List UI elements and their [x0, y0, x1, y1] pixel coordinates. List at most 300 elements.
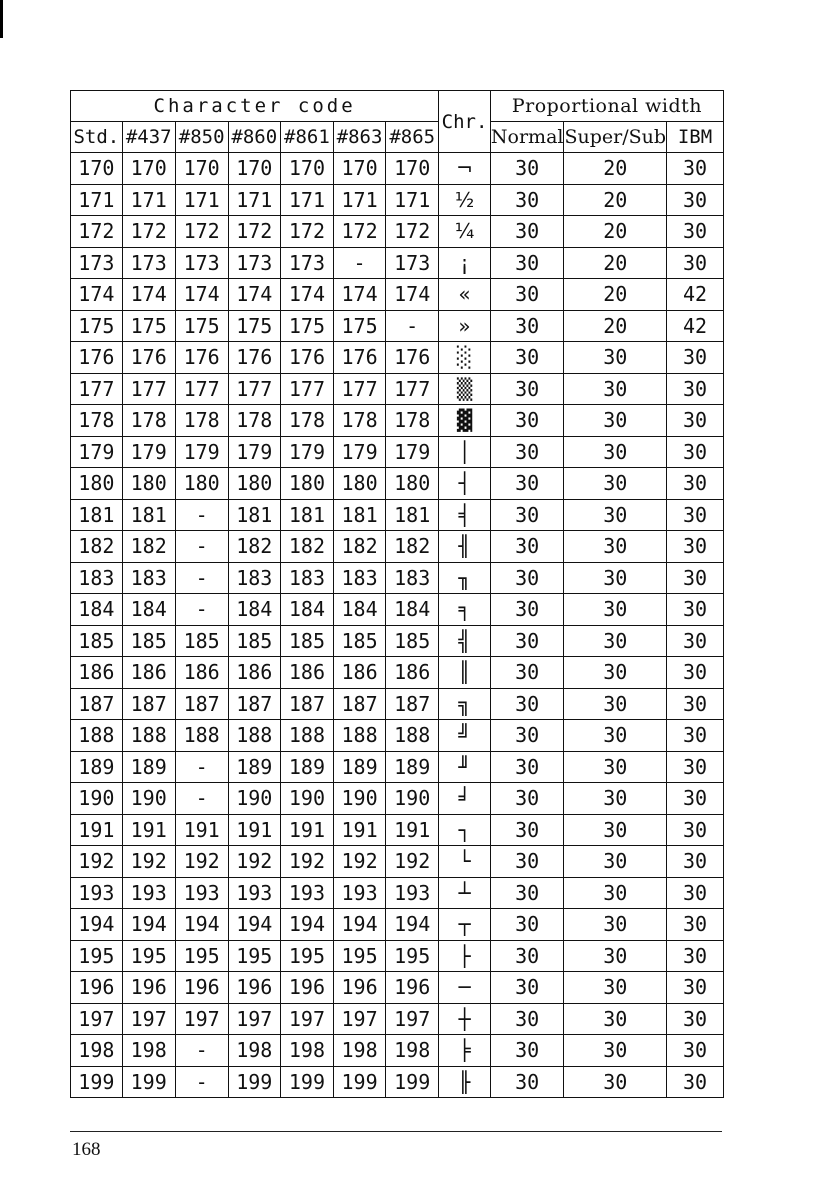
code-cell-865: 173: [386, 247, 439, 279]
super-sub-width-cell: 30: [564, 594, 667, 626]
ibm-width-cell: 30: [667, 436, 724, 468]
code-cell-std: 195: [71, 940, 123, 972]
ibm-width-cell: 30: [667, 814, 724, 846]
character-code-table: [70, 90, 724, 1098]
page-edge-mark: [0, 0, 3, 38]
code-cell-861: 190: [280, 783, 333, 815]
super-sub-width-cell: 30: [564, 468, 667, 500]
table-row: [71, 625, 724, 657]
code-cell-860: 184: [228, 594, 280, 626]
code-cell-437: 195: [122, 940, 175, 972]
code-cell-861: 179: [280, 436, 333, 468]
super-sub-width-cell: 30: [564, 909, 667, 941]
table-row: [71, 184, 724, 216]
normal-width-cell: 30: [490, 310, 564, 342]
code-cell-437: 190: [122, 783, 175, 815]
character-glyph: ╗: [439, 688, 491, 720]
super-sub-width-cell: 30: [564, 499, 667, 531]
code-cell-437: 182: [122, 531, 175, 563]
code-cell-850: -: [175, 783, 228, 815]
column-header-861: #861: [280, 122, 333, 153]
normal-width-cell: 30: [490, 468, 564, 500]
code-cell-std: 196: [71, 972, 123, 1004]
character-glyph: ▓: [439, 405, 491, 437]
character-glyph: ╡: [439, 499, 491, 531]
code-cell-863: 199: [333, 1066, 385, 1098]
super-sub-width-cell: 30: [564, 1003, 667, 1035]
code-cell-861: 198: [280, 1035, 333, 1067]
code-cell-850: 186: [175, 657, 228, 689]
code-cell-860: 178: [228, 405, 280, 437]
code-cell-860: 182: [228, 531, 280, 563]
code-cell-850: 177: [175, 373, 228, 405]
code-cell-865: 185: [386, 625, 439, 657]
code-cell-std: 187: [71, 688, 123, 720]
column-header-865: #865: [386, 122, 439, 153]
code-cell-850: 173: [175, 247, 228, 279]
code-cell-861: 182: [280, 531, 333, 563]
column-header-std: Std.: [71, 122, 123, 153]
code-cell-863: 192: [333, 846, 385, 878]
code-cell-863: 190: [333, 783, 385, 815]
ibm-width-cell: 30: [667, 877, 724, 909]
code-cell-861: 171: [280, 184, 333, 216]
code-cell-std: 181: [71, 499, 123, 531]
code-cell-863: 197: [333, 1003, 385, 1035]
table-row: [71, 468, 724, 500]
code-cell-861: 180: [280, 468, 333, 500]
column-header-ibm: IBM: [667, 122, 724, 153]
column-header-850: #850: [175, 122, 228, 153]
ibm-width-cell: 30: [667, 783, 724, 815]
code-cell-437: 184: [122, 594, 175, 626]
ibm-width-cell: 30: [667, 594, 724, 626]
table-row: [71, 814, 724, 846]
page-number: 168: [72, 1139, 101, 1160]
code-cell-437: 192: [122, 846, 175, 878]
code-cell-865: 189: [386, 751, 439, 783]
code-cell-437: 183: [122, 562, 175, 594]
character-glyph: ╞: [439, 1035, 491, 1067]
column-header-normal: Normal: [490, 122, 564, 153]
table-body: [71, 153, 724, 1098]
code-cell-850: 197: [175, 1003, 228, 1035]
table-row: [71, 499, 724, 531]
super-sub-width-cell: 30: [564, 436, 667, 468]
code-cell-std: 193: [71, 877, 123, 909]
code-cell-865: 192: [386, 846, 439, 878]
code-cell-std: 183: [71, 562, 123, 594]
character-glyph: ║: [439, 657, 491, 689]
ibm-width-cell: 42: [667, 279, 724, 311]
code-cell-861: 191: [280, 814, 333, 846]
code-cell-850: 179: [175, 436, 228, 468]
normal-width-cell: 30: [490, 531, 564, 563]
code-cell-437: 171: [122, 184, 175, 216]
character-glyph: ┤: [439, 468, 491, 500]
code-cell-865: 197: [386, 1003, 439, 1035]
normal-width-cell: 30: [490, 846, 564, 878]
code-cell-850: 180: [175, 468, 228, 500]
code-cell-860: 186: [228, 657, 280, 689]
normal-width-cell: 30: [490, 247, 564, 279]
code-cell-437: 172: [122, 216, 175, 248]
code-cell-std: 191: [71, 814, 123, 846]
ibm-width-cell: 30: [667, 184, 724, 216]
ibm-width-cell: 30: [667, 468, 724, 500]
code-cell-861: 196: [280, 972, 333, 1004]
normal-width-cell: 30: [490, 436, 564, 468]
column-header-437: #437: [122, 122, 175, 153]
character-glyph: ╣: [439, 625, 491, 657]
super-sub-width-cell: 30: [564, 562, 667, 594]
table-row: [71, 657, 724, 689]
code-cell-863: 180: [333, 468, 385, 500]
table-row: [71, 247, 724, 279]
code-cell-863: 198: [333, 1035, 385, 1067]
code-cell-861: 185: [280, 625, 333, 657]
normal-width-cell: 30: [490, 688, 564, 720]
super-sub-width-cell: 30: [564, 783, 667, 815]
code-cell-863: 195: [333, 940, 385, 972]
code-cell-865: 188: [386, 720, 439, 752]
code-cell-863: 184: [333, 594, 385, 626]
character-glyph: ╕: [439, 594, 491, 626]
code-cell-861: 173: [280, 247, 333, 279]
character-glyph: ½: [439, 184, 491, 216]
normal-width-cell: 30: [490, 184, 564, 216]
ibm-width-cell: 30: [667, 846, 724, 878]
character-glyph: └: [439, 846, 491, 878]
table-row: [71, 720, 724, 752]
code-cell-863: 188: [333, 720, 385, 752]
character-glyph: »: [439, 310, 491, 342]
code-cell-850: 196: [175, 972, 228, 1004]
code-cell-860: 170: [228, 153, 280, 185]
code-cell-std: 192: [71, 846, 123, 878]
table-row: [71, 909, 724, 941]
normal-width-cell: 30: [490, 279, 564, 311]
code-cell-850: 185: [175, 625, 228, 657]
ibm-width-cell: 30: [667, 940, 724, 972]
super-sub-width-cell: 30: [564, 688, 667, 720]
ibm-width-cell: 30: [667, 657, 724, 689]
code-cell-860: 180: [228, 468, 280, 500]
code-cell-865: 170: [386, 153, 439, 185]
character-glyph: ┴: [439, 877, 491, 909]
super-sub-width-cell: 30: [564, 814, 667, 846]
super-sub-width-cell: 30: [564, 342, 667, 374]
super-sub-width-cell: 20: [564, 153, 667, 185]
ibm-width-cell: 30: [667, 972, 724, 1004]
code-cell-860: 194: [228, 909, 280, 941]
code-cell-437: 196: [122, 972, 175, 1004]
code-cell-std: 189: [71, 751, 123, 783]
character-glyph: ╖: [439, 562, 491, 594]
table-row: [71, 310, 724, 342]
code-cell-865: 179: [386, 436, 439, 468]
code-cell-861: 192: [280, 846, 333, 878]
super-sub-width-cell: 30: [564, 972, 667, 1004]
table-row: [71, 972, 724, 1004]
code-cell-860: 177: [228, 373, 280, 405]
code-cell-std: 174: [71, 279, 123, 311]
code-cell-437: 185: [122, 625, 175, 657]
super-sub-width-cell: 30: [564, 531, 667, 563]
code-cell-863: 196: [333, 972, 385, 1004]
code-cell-863: 194: [333, 909, 385, 941]
normal-width-cell: 30: [490, 373, 564, 405]
character-glyph: │: [439, 436, 491, 468]
normal-width-cell: 30: [490, 342, 564, 374]
normal-width-cell: 30: [490, 1003, 564, 1035]
super-sub-width-cell: 30: [564, 877, 667, 909]
code-cell-437: 175: [122, 310, 175, 342]
code-cell-std: 173: [71, 247, 123, 279]
code-cell-std: 177: [71, 373, 123, 405]
code-cell-865: 171: [386, 184, 439, 216]
character-code-header: Character code: [71, 91, 439, 122]
normal-width-cell: 30: [490, 153, 564, 185]
code-cell-437: 199: [122, 1066, 175, 1098]
code-cell-437: 198: [122, 1035, 175, 1067]
code-cell-std: 199: [71, 1066, 123, 1098]
code-cell-863: 186: [333, 657, 385, 689]
code-cell-std: 186: [71, 657, 123, 689]
code-cell-860: 199: [228, 1066, 280, 1098]
character-glyph: ╢: [439, 531, 491, 563]
code-cell-850: -: [175, 562, 228, 594]
code-cell-861: 193: [280, 877, 333, 909]
code-cell-std: 184: [71, 594, 123, 626]
super-sub-width-cell: 30: [564, 846, 667, 878]
code-cell-861: 181: [280, 499, 333, 531]
code-cell-865: -: [386, 310, 439, 342]
normal-width-cell: 30: [490, 751, 564, 783]
table-row: [71, 531, 724, 563]
super-sub-width-cell: 20: [564, 279, 667, 311]
table-row: [71, 877, 724, 909]
code-cell-437: 193: [122, 877, 175, 909]
code-cell-863: 172: [333, 216, 385, 248]
code-cell-437: 178: [122, 405, 175, 437]
code-cell-865: 190: [386, 783, 439, 815]
code-cell-863: 175: [333, 310, 385, 342]
code-cell-861: 170: [280, 153, 333, 185]
normal-width-cell: 30: [490, 909, 564, 941]
code-cell-863: 191: [333, 814, 385, 846]
code-cell-860: 171: [228, 184, 280, 216]
code-cell-861: 194: [280, 909, 333, 941]
code-cell-850: 191: [175, 814, 228, 846]
ibm-width-cell: 30: [667, 909, 724, 941]
code-cell-865: 180: [386, 468, 439, 500]
code-cell-std: 190: [71, 783, 123, 815]
code-cell-850: -: [175, 594, 228, 626]
normal-width-cell: 30: [490, 594, 564, 626]
code-cell-850: 187: [175, 688, 228, 720]
ibm-width-cell: 30: [667, 625, 724, 657]
code-cell-863: 183: [333, 562, 385, 594]
ibm-width-cell: 30: [667, 1066, 724, 1098]
super-sub-width-cell: 30: [564, 940, 667, 972]
code-cell-437: 188: [122, 720, 175, 752]
normal-width-cell: 30: [490, 877, 564, 909]
character-glyph: ╟: [439, 1066, 491, 1098]
character-glyph: ▒: [439, 373, 491, 405]
character-glyph: ├: [439, 940, 491, 972]
code-cell-437: 197: [122, 1003, 175, 1035]
ibm-width-cell: 30: [667, 373, 724, 405]
code-cell-863: 176: [333, 342, 385, 374]
code-cell-863: 182: [333, 531, 385, 563]
ibm-width-cell: 30: [667, 720, 724, 752]
code-cell-865: 194: [386, 909, 439, 941]
code-cell-860: 183: [228, 562, 280, 594]
normal-width-cell: 30: [490, 1066, 564, 1098]
code-cell-860: 196: [228, 972, 280, 1004]
code-cell-850: 172: [175, 216, 228, 248]
code-cell-437: 186: [122, 657, 175, 689]
code-cell-860: 172: [228, 216, 280, 248]
normal-width-cell: 30: [490, 814, 564, 846]
code-cell-860: 197: [228, 1003, 280, 1035]
code-cell-437: 170: [122, 153, 175, 185]
character-glyph: ¼: [439, 216, 491, 248]
code-cell-850: 194: [175, 909, 228, 941]
character-glyph: ┐: [439, 814, 491, 846]
code-cell-std: 182: [71, 531, 123, 563]
code-cell-437: 174: [122, 279, 175, 311]
code-cell-860: 181: [228, 499, 280, 531]
normal-width-cell: 30: [490, 783, 564, 815]
code-cell-865: 172: [386, 216, 439, 248]
table-row: [71, 436, 724, 468]
code-cell-865: 177: [386, 373, 439, 405]
table-row: [71, 751, 724, 783]
code-cell-437: 187: [122, 688, 175, 720]
code-cell-437: 194: [122, 909, 175, 941]
code-cell-std: 170: [71, 153, 123, 185]
code-cell-850: 195: [175, 940, 228, 972]
code-cell-437: 191: [122, 814, 175, 846]
super-sub-width-cell: 30: [564, 720, 667, 752]
table-row: [71, 373, 724, 405]
normal-width-cell: 30: [490, 499, 564, 531]
code-cell-std: 198: [71, 1035, 123, 1067]
code-cell-850: 188: [175, 720, 228, 752]
chr-header: Chr.: [439, 91, 491, 153]
ibm-width-cell: 30: [667, 1035, 724, 1067]
ibm-width-cell: 30: [667, 562, 724, 594]
ibm-width-cell: 42: [667, 310, 724, 342]
header-row-top: [71, 91, 724, 122]
code-cell-860: 187: [228, 688, 280, 720]
table-row: [71, 216, 724, 248]
normal-width-cell: 30: [490, 972, 564, 1004]
code-cell-850: 175: [175, 310, 228, 342]
character-glyph: ╝: [439, 720, 491, 752]
ibm-width-cell: 30: [667, 688, 724, 720]
code-cell-863: 181: [333, 499, 385, 531]
character-glyph: ╜: [439, 751, 491, 783]
code-cell-850: 171: [175, 184, 228, 216]
character-glyph: ¡: [439, 247, 491, 279]
super-sub-width-cell: 20: [564, 216, 667, 248]
code-cell-865: 174: [386, 279, 439, 311]
code-cell-861: 177: [280, 373, 333, 405]
code-cell-861: 188: [280, 720, 333, 752]
code-cell-865: 187: [386, 688, 439, 720]
super-sub-width-cell: 30: [564, 751, 667, 783]
code-cell-860: 176: [228, 342, 280, 374]
code-cell-std: 175: [71, 310, 123, 342]
code-cell-863: 177: [333, 373, 385, 405]
code-cell-850: 174: [175, 279, 228, 311]
table-row: [71, 153, 724, 185]
code-cell-865: 186: [386, 657, 439, 689]
code-cell-860: 189: [228, 751, 280, 783]
code-cell-861: 183: [280, 562, 333, 594]
code-cell-861: 189: [280, 751, 333, 783]
table-row: [71, 1003, 724, 1035]
table-row: [71, 562, 724, 594]
code-cell-865: 176: [386, 342, 439, 374]
code-cell-std: 171: [71, 184, 123, 216]
code-cell-437: 181: [122, 499, 175, 531]
ibm-width-cell: 30: [667, 342, 724, 374]
super-sub-width-cell: 20: [564, 310, 667, 342]
column-header-super-sub: Super/Sub: [564, 122, 667, 153]
code-cell-860: 190: [228, 783, 280, 815]
code-cell-861: 174: [280, 279, 333, 311]
table-row: [71, 279, 724, 311]
proportional-width-header: Proportional width: [490, 91, 723, 122]
code-cell-437: 180: [122, 468, 175, 500]
table-row: [71, 846, 724, 878]
code-cell-861: 172: [280, 216, 333, 248]
table-row: [71, 594, 724, 626]
code-cell-860: 198: [228, 1035, 280, 1067]
super-sub-width-cell: 20: [564, 247, 667, 279]
code-cell-850: 193: [175, 877, 228, 909]
normal-width-cell: 30: [490, 940, 564, 972]
code-cell-850: 170: [175, 153, 228, 185]
super-sub-width-cell: 30: [564, 373, 667, 405]
code-cell-437: 179: [122, 436, 175, 468]
code-cell-861: 186: [280, 657, 333, 689]
code-cell-860: 174: [228, 279, 280, 311]
code-cell-865: 183: [386, 562, 439, 594]
code-cell-865: 182: [386, 531, 439, 563]
code-cell-863: 170: [333, 153, 385, 185]
normal-width-cell: 30: [490, 657, 564, 689]
code-cell-std: 194: [71, 909, 123, 941]
code-cell-850: 192: [175, 846, 228, 878]
code-cell-850: 178: [175, 405, 228, 437]
code-cell-std: 185: [71, 625, 123, 657]
code-cell-863: 174: [333, 279, 385, 311]
character-glyph: «: [439, 279, 491, 311]
super-sub-width-cell: 30: [564, 1035, 667, 1067]
code-cell-863: 178: [333, 405, 385, 437]
code-cell-860: 195: [228, 940, 280, 972]
code-cell-850: -: [175, 531, 228, 563]
code-cell-860: 191: [228, 814, 280, 846]
normal-width-cell: 30: [490, 1035, 564, 1067]
code-cell-861: 187: [280, 688, 333, 720]
code-cell-860: 192: [228, 846, 280, 878]
